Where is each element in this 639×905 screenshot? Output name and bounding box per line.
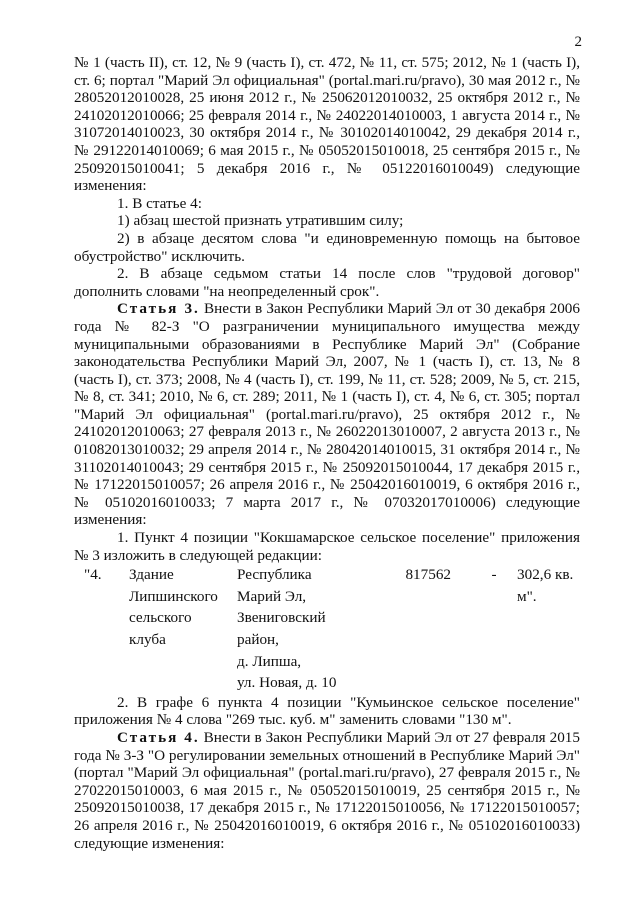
item-art4: 1. В статье 4: (117, 194, 202, 212)
replacement-table-row (84, 564, 580, 694)
article-4-paragraph (74, 729, 580, 852)
page-number: 2 (574, 34, 582, 50)
table-cell-area: 302,6 кв. м". (517, 566, 574, 605)
table-cell-address: Республика Марий Эл, Звениговский район, д. Липша, ул. Новая, д. 10 (237, 566, 337, 692)
paragraph-sources-continued: № 1 (часть II), ст. 12, № 9 (часть I), ст. 472, № 11, ст. 575; 2012, № 1 (часть I), ст. 6; портал "Марий Эл официальная" (portal.mari.ru/pravo), 30 мая 2012 г., № 28052012010028, 25 июня 2012 г., № 25062012010032, 25 октября 2012 г., № 24102012010066; 25 февраля 2014 г., № 24022014010003, 1 августа 2014 г., № 31072014010023, 30 октября 2014 г., № 30102014010042, 29 декабря 2014 г., № 29122014010069; 6 мая 2015 г., № 05052015010018, 25 сентября 2015 г., № 25092015010041; 5 декабря 2016 г., № 05122016010049) следующие изменения: (74, 54, 580, 195)
subitem-2: 2) в абзаце десятом слова "и единовременную помощь на бытовое обустройство" исключить. (74, 229, 580, 265)
article-3-paragraph (74, 300, 580, 529)
table-cell-name: Здание Липшинского сельского клуба (129, 566, 218, 648)
article-3-heading: Статья 3. (117, 300, 200, 318)
document-body (74, 54, 580, 852)
article-3-text: Внести в Закон Республики Марий Эл от 30 декабря 2006 года № 82-З "О разграничении муниципального имущества между муниципальными образованиями в Республике Марий Эл" (Собрание законодательства Республики Марий Эл, 2007, № 1 (часть I), ст. 13, № 8 (часть I), ст. 373; 2008, № 4 (часть I), ст. 199, № 11, ст. 528; 2009, № 5, ст. 215, № 8, ст. 341; 2010, № 6, ст. 289; 2011, № 1 (часть I), ст. 4, № 6, ст. 305; портал "Марий Эл официальная" (portal.mari.ru/pravo), 25 октября 2012 г., № 24102012010063; 27 февраля 2013 г., № 26022013010007, 2 августа 2013 г., № 01082013010032; 29 апреля 2014 г., № 28042014010015, 31 октября 2014 г., № 31102014010043; 29 сентября 2015 г., № 25092015010044, 17 декабря 2015 г., № 17122015010057; 26 апреля 2016 г., № 25042016010019, 6 октября 2016 г., № 05102016010033; 7 марта 2017 г., № 07032017010006) следующие изменения: (74, 300, 580, 529)
article-3-item-2: 2. В графе 6 пункта 4 позиции "Кумьинское сельское поселение" приложения № 4 слова "269 тыс. куб. м" заменить словами "130 м". (74, 693, 580, 729)
table-cell-dash: - (491, 566, 497, 584)
table-cell-number: "4. (84, 566, 102, 584)
item-art14: 2. В абзаце седьмом статьи 14 после слов "трудовой договор" дополнить словами "на неопределенный срок". (74, 265, 580, 300)
article-4-text: Внести в Закон Республики Марий Эл от 27 февраля 2015 года № 3-З "О регулировании земельных отношений в Республике Марий Эл" (портал "Марий Эл официальная" (portal.mari.ru/pravo), 27 февраля 2015 г., № 27022015010003, 6 мая 2015 г., № 05052015010019, 25 сентября 2015 г., № 25092015010038, 17 декабря 2015 г., № 17122015010056, № 17122015010057; 26 апреля 2016 г., № 25042016010019, 6 октября 2016 г., № 05102016010033) следующие изменения: (74, 728, 580, 852)
subitem-1: 1) абзац шестой признать утратившим силу; (117, 212, 404, 230)
article-4-heading: Статья 4. (117, 728, 200, 746)
article-3-item-1: 1. Пункт 4 позиции "Кокшамарское сельское поселение" приложения № 3 изложить в следующей редакции: (74, 529, 580, 564)
table-cell-code: 817562 (405, 566, 451, 584)
